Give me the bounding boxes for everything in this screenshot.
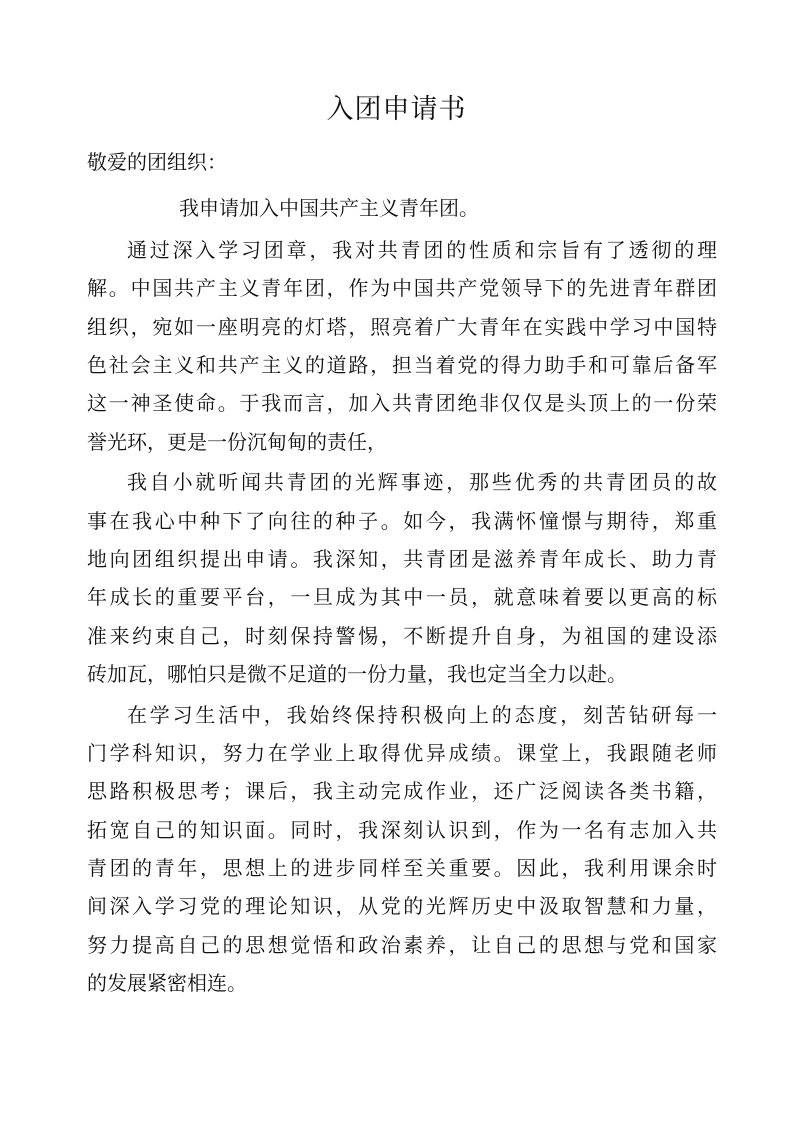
paragraph-line: 在学习生活中，我始终保持积极向上的态度，刻苦钻研每一 bbox=[127, 702, 717, 727]
paragraph-line: 誉光环，更是一份沉甸甸的责任， bbox=[87, 429, 387, 454]
document-body bbox=[87, 143, 717, 1005]
paragraph-line: 年成长的重要平台，一旦成为其中一员，就意味着要以更高的标 bbox=[87, 585, 717, 610]
paragraph-study-life bbox=[87, 696, 717, 1003]
paragraph-line: 努力提高自己的思想觉悟和政治素养，让自己的思想与党和国家 bbox=[87, 932, 717, 957]
paragraph-line: 我自小就听闻共青团的光辉事迹，那些优秀的共青团员的故 bbox=[127, 470, 717, 495]
paragraph-line: 通过深入学习团章，我对共青团的性质和宗旨有了透彻的理 bbox=[127, 237, 717, 262]
paragraph-understanding bbox=[87, 231, 717, 461]
paragraph-line: 解。中国共产主义青年团，作为中国共产党领导下的先进青年群团 bbox=[87, 276, 717, 301]
application-statement: 我申请加入中国共产主义青年团。 bbox=[179, 196, 479, 221]
paragraph-line: 的发展紧密相连。 bbox=[87, 971, 247, 996]
paragraph-line: 准来约束自己，时刻保持警惕，不断提升自身，为祖国的建设添 bbox=[87, 623, 717, 648]
paragraph-aspiration bbox=[87, 463, 717, 693]
paragraph-line: 组织，宛如一座明亮的灯塔，照亮着广大青年在实践中学习中国特 bbox=[87, 314, 717, 339]
salutation: 敬爱的团组织： bbox=[87, 150, 227, 174]
paragraph-line: 思路积极思考；课后，我主动完成作业，还广泛阅读各类书籍， bbox=[87, 779, 717, 804]
paragraph-line: 地向团组织提出申请。我深知，共青团是滋养青年成长、助力青 bbox=[87, 546, 717, 571]
paragraph-line: 门学科知识，努力在学业上取得优异成绩。课堂上，我跟随老师 bbox=[87, 740, 717, 765]
paragraph-line: 事在我心中种下了向往的种子。如今，我满怀憧憬与期待，郑重 bbox=[87, 508, 717, 533]
paragraph-line: 砖加瓦，哪怕只是微不足道的一份力量，我也定当全力以赴。 bbox=[87, 662, 627, 687]
paragraph-line: 间深入学习党的理论知识，从党的光辉历史中汲取智慧和力量， bbox=[87, 894, 717, 919]
document-title: 入团申请书 bbox=[326, 94, 467, 125]
paragraph-line: 色社会主义和共产主义的道路，担当着党的得力助手和可靠后备军 bbox=[87, 352, 717, 377]
paragraph-line: 拓宽自己的知识面。同时，我深刻认识到，作为一名有志加入共 bbox=[87, 817, 717, 842]
paragraph-line: 青团的青年，思想上的进步同样至关重要。因此，我利用课余时 bbox=[87, 856, 717, 881]
paragraph-line: 这一神圣使命。于我而言，加入共青团绝非仅仅是头顶上的一份荣 bbox=[87, 391, 717, 416]
